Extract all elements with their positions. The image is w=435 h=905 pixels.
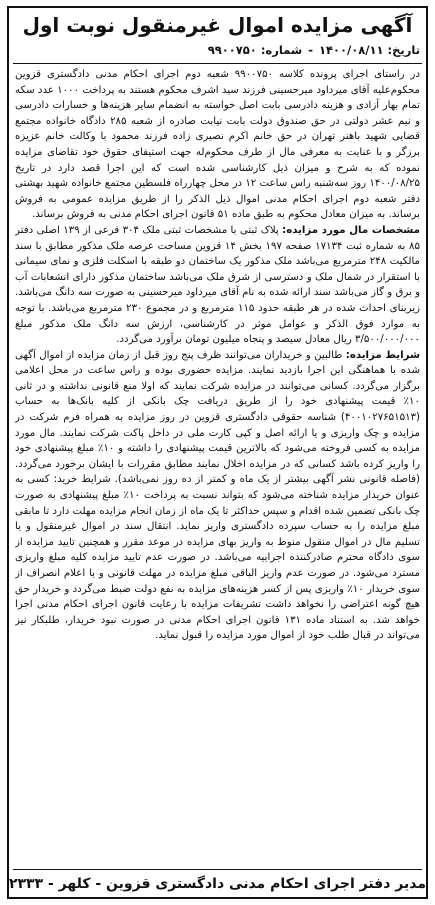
- conditions-section: [15, 348, 420, 644]
- notice-number: شماره: ۹۹۰۰۷۵۰: [207, 43, 303, 57]
- notice-body: [15, 67, 420, 867]
- dateline-separator: -: [308, 43, 313, 57]
- property-section: [15, 223, 420, 348]
- property-heading: مشخصات مال مورد مزایده:: [282, 224, 420, 236]
- header-divider: [13, 63, 422, 64]
- notice-title: آگهی مزایده اموال غیرمنقول نوبت اول: [22, 13, 413, 37]
- conditions-text: طالبین و خریداران می‌توانند ظرف پنج روز قبل از زمان مزایده از اموال آگهی شده با هماهنگی این اجرا بازدید نمایند. مزایده حضوری بوده و راس ساعت در محل اعلامی برگزار می‌گردد. کسانی می‌توانند در مزایده شرکت نمایند که اولا منع قانونی نداشته و در ثانی ۱۰٪ قیمت پیشنهادی خود را از طریق دریافت چک بانکی از کلیه بانک‌ها به حساب (۴۰۰۱۰۲۷۶۵۱۵۱۳) شناسه حقوقی دادگستری قزوین در روز مزایده به همراه فرم شرکت در مزایده و چک واریزی و یا ارائه اصل و کپی کارت ملی در داخل پاکت شرکت نمایند. مال مورد مزایده به کسی فروخته می‌شود که بالاترین قیمت پیشنهادی را داشته و ۱۰٪ مبلغ پیشنهادی خود را واریز کرده باشد کسانی که در مزایده اخلال نمایند مطابق مقررات با ایشان برخورد می‌گردد. (فاصله قانونی نشر آگهی بیشتر از یک ماه و کمتر از ده روز نمی‌باشد).: [15, 349, 420, 486]
- notice-frame: [7, 6, 428, 899]
- footer-divider: [13, 869, 422, 870]
- notice-dateline: [15, 41, 420, 59]
- intro-paragraph: در راستای اجرای پرونده کلاسه ۹۹۰۰۷۵۰ شعبه دوم اجرای احکام مدنی دادگستری قزوین محکوم‌علیه آقای میرداود میرحسینی فرزند سید اشرف محکوم هستند به پرداخت ۱۰۰۰ عدد سکه تمام بهار آزادی و هزینه دادرسی بابت اصل خواسته به انضمام سایر هزینه‌ها و خسارات دادرسی و نیم عشر دولتی در حق صندوق دولت بابت نیابت صادره از شعبه ۲۸۵ دادگاه خانواده مجتمع قضایی شهید باهنر تهران در حق خانم اکرم نصیری زاده فرزند محمود با وکالت خانم عزیزه برزگر و با عنایت به معرفی مال از طرف محکوم‌له جهت استیفای حقوق خود تقاضای مزایده نموده که به شرح و میزان ذیل کارشناسی شده است که این اجرا قصد دارد در تاریخ ۱۴۰۰/۰۸/۲۵ روز سه‌شنبه راس ساعت ۱۲ در محل چهارراه فلسطین مجتمع خانواده شهید بهشتی دفتر شعبه دوم اجرای احکام مدنی اموال ذیل الذکر را از طریق مزایده عمومی به فروش برساند. به میزان معادل محکوم به طبق ماده ۵۱ قانون اجرای احکام مدنی به فروش برساند.: [15, 69, 420, 221]
- property-text: پلاک ثبتی با مشخصات ثبتی ملک ۳۰۴ فرعی از ۱۳۹ اصلی دفتر ۸۵ به شماره ثبت ۱۷۱۳۴ صفحه ۱۹۷ بخش ۱۴ قزوین مساحت عرصه ملک مذکور مطابق با سند مالکیت ۲۴۸ مترمربع می‌باشد ملک مذکور یک ساختمان دو طبقه با اسکلت فلزی و نمای سیمانی با استقرار در شمال ملک و دسترسی از شرق ملک می‌باشد ساختمان مذکور دارای انشعابات آب و برق و گاز می‌باشد سند ارائه شده به نام آقای میرداود میرحسینی به صورت سه دانگ می‌باشد. زیربنای احداث شده در هر طبقه حدود ۱۱۵ مترمربع و در مجموع ۲۳۰ مترمربع می‌باشد. با توجه به موارد فوق الذکر و عوامل موثر در کارشناسی، ارزش سه دانگ ملک مذکور مبلغ ۳/۵۰۰/۰۰۰/۰۰۰ ریال معادل سیصد و پنجاه میلیون تومان برآورد می‌گردد.: [15, 224, 420, 346]
- notice-signature: مدیر دفتر اجرای احکام مدنی دادگستری قزوین - کلهر - ۲۳۳۳: [8, 876, 426, 892]
- purchase-conditions-text: شرایط خرید: کسی به عنوان خریدار مزایده شناخته می‌شود که بتواند نسبت به پرداخت ۱۰٪ مبلغ پیشنهادی به صورت چک بانکی تضمین شده اقدام و سپس حداکثر تا یک ماه از زمان انجام مزایده مهلت دارد تا مابقی مبلغ مزایده را به حساب سپرده دادگستری واریز نماید. انتقال سند در اموال غیرمنقول و یا تسلیم مال در اموال منقول منوط به واریز بهای مزایده در موعد مقرر و همچنین تایید مزایده از سوی دادگاه محترم صادرکننده اجراییه می‌باشد. در صورت عدم تایید مزایده کلیه مبلغ واریزی مسترد می‌شود. در صورت عدم واریز الباقی مبلغ مزایده در مهلت قانونی و یا اعلام انصراف از سوی خریدار ۱۰٪ واریزی پس از کسر هزینه‌های مزایده به نفع دولت ضبط می‌گردد و خریدار حق هیچ گونه اعتراضی را نخواهد داشت تشریفات مزایده با رعایت قانون اجرای احکام مدنی اجرا خواهد شد. به استناد ماده ۱۳۱ قانون اجرای احکام مدنی در صورت نبود خریدار، طلبکار نیز می‌تواند در قبال طلب خود از اموال مورد مزایده را قبول نماید.: [15, 474, 420, 642]
- notice-date: تاریخ: ۱۴۰۰/۰۸/۱۱: [318, 43, 420, 57]
- conditions-heading: شرایط مزایده:: [345, 349, 420, 361]
